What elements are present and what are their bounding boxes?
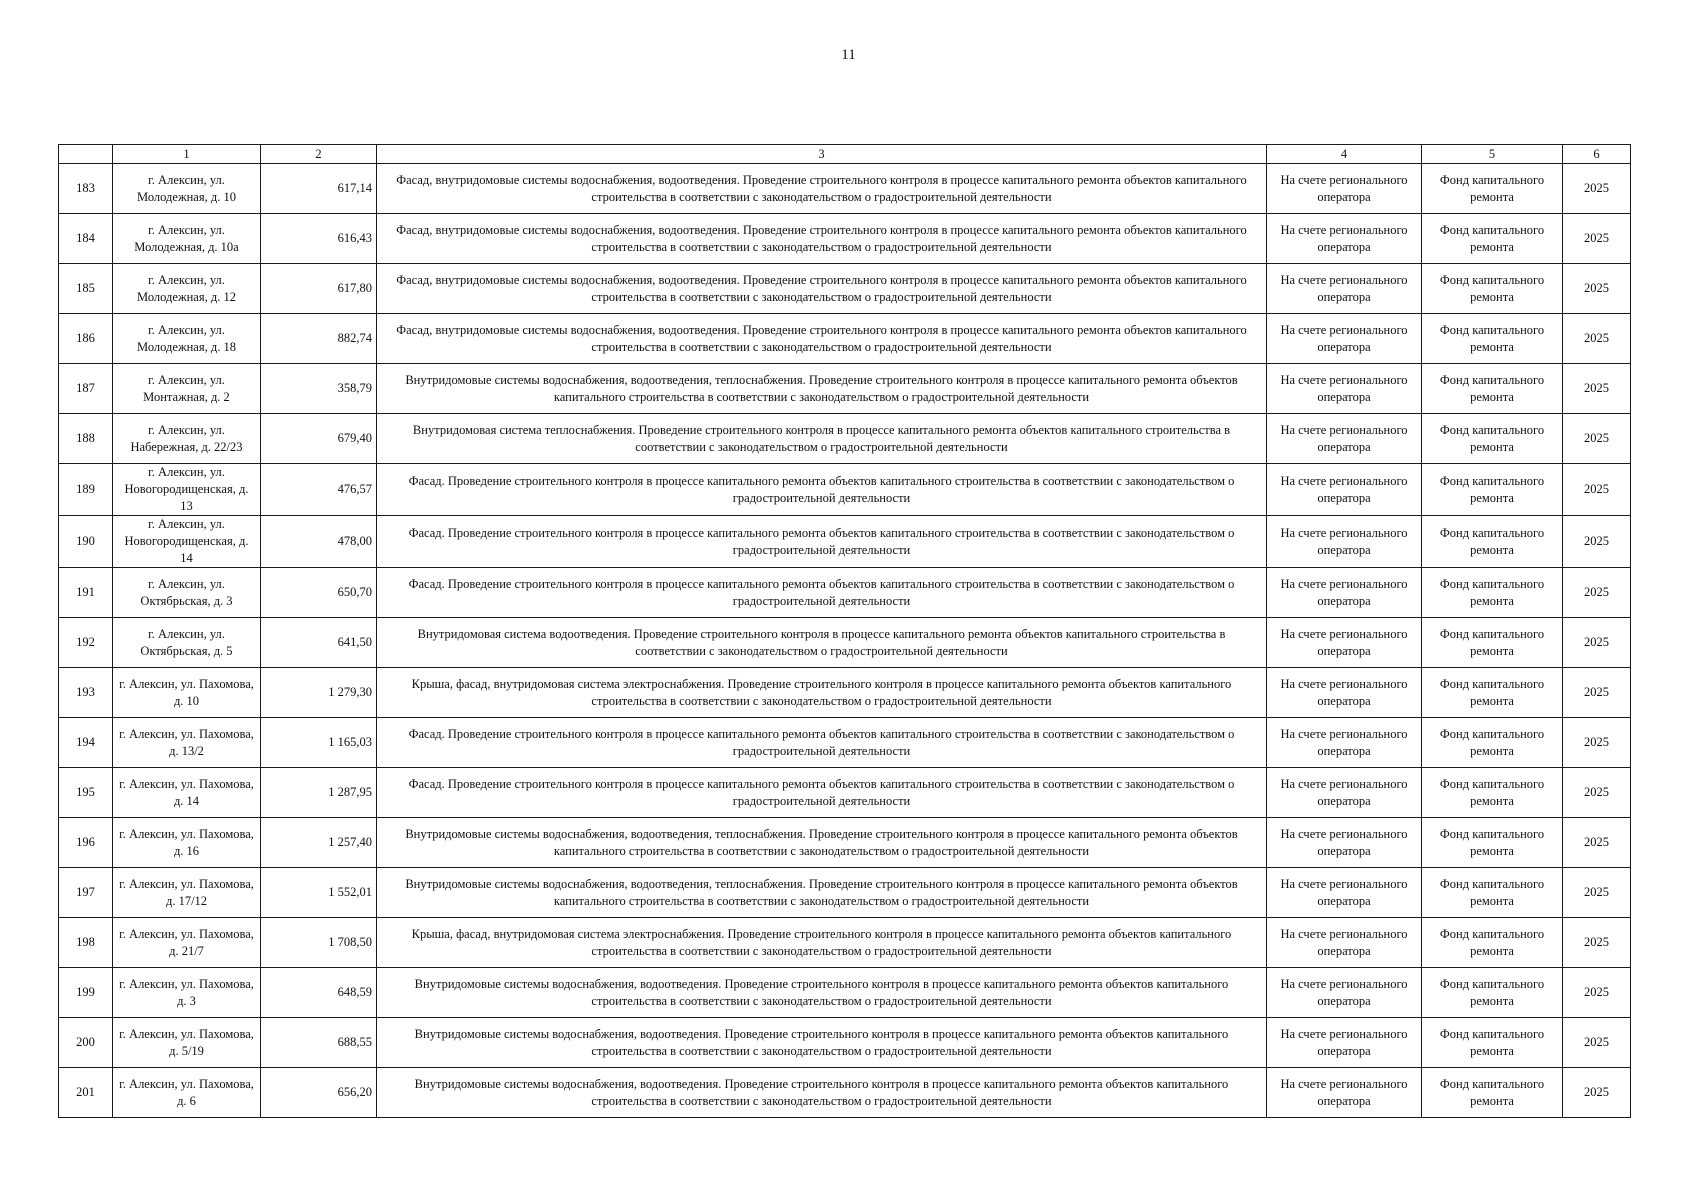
table-row (59, 314, 1631, 364)
funding-source-cell: Фонд капитального ремонта (1422, 718, 1563, 768)
table-row (59, 164, 1631, 214)
funding-source-cell: Фонд капитального ремонта (1422, 264, 1563, 314)
year-cell: 2025 (1563, 768, 1631, 818)
works-cell: Внутридомовые системы водоснабжения, водоотведения, теплоснабжения. Проведение строительного контроля в процессе капитального ремонта объектов капитального строительства в соответствии с законодательством о градостроительной деятельности (377, 868, 1267, 918)
year-cell: 2025 (1563, 568, 1631, 618)
header-cell-6: 6 (1563, 145, 1631, 164)
works-cell: Фасад, внутридомовые системы водоснабжения, водоотведения. Проведение строительного контроля в процессе капитального ремонта объектов капитального строительства в соответствии с законодательством о градостроительной деятельности (377, 264, 1267, 314)
year-cell: 2025 (1563, 264, 1631, 314)
year-cell: 2025 (1563, 516, 1631, 568)
row-number: 198 (59, 918, 113, 968)
table-row (59, 1068, 1631, 1118)
funding-source-cell: Фонд капитального ремонта (1422, 768, 1563, 818)
table-header-row (59, 145, 1631, 164)
works-cell: Внутридомовая система теплоснабжения. Проведение строительного контроля в процессе капитального ремонта объектов капитального строительства в соответствии с законодательством о градостроительной деятельности (377, 414, 1267, 464)
address-cell: г. Алексин, ул. Пахомова, д. 17/12 (113, 868, 261, 918)
year-cell: 2025 (1563, 364, 1631, 414)
address-cell: г. Алексин, ул. Пахомова, д. 10 (113, 668, 261, 718)
account-cell: На счете регионального оператора (1267, 868, 1422, 918)
account-cell: На счете регионального оператора (1267, 516, 1422, 568)
area-cell: 358,79 (261, 364, 377, 414)
funding-source-cell: Фонд капитального ремонта (1422, 668, 1563, 718)
row-number: 199 (59, 968, 113, 1018)
table-row (59, 1018, 1631, 1068)
address-cell: г. Алексин, ул. Новогородищенская, д. 14 (113, 516, 261, 568)
works-cell: Фасад. Проведение строительного контроля в процессе капитального ремонта объектов капитального строительства в соответствии с законодательством о градостроительной деятельности (377, 516, 1267, 568)
area-cell: 478,00 (261, 516, 377, 568)
year-cell: 2025 (1563, 214, 1631, 264)
table-body (59, 164, 1631, 1118)
account-cell: На счете регионального оператора (1267, 668, 1422, 718)
address-cell: г. Алексин, ул. Набережная, д. 22/23 (113, 414, 261, 464)
account-cell: На счете регионального оператора (1267, 918, 1422, 968)
funding-source-cell: Фонд капитального ремонта (1422, 1068, 1563, 1118)
area-cell: 688,55 (261, 1018, 377, 1068)
area-cell: 1 279,30 (261, 668, 377, 718)
works-cell: Фасад. Проведение строительного контроля в процессе капитального ремонта объектов капитального строительства в соответствии с законодательством о градостроительной деятельности (377, 568, 1267, 618)
row-number: 186 (59, 314, 113, 364)
account-cell: На счете регионального оператора (1267, 568, 1422, 618)
row-number: 190 (59, 516, 113, 568)
year-cell: 2025 (1563, 818, 1631, 868)
account-cell: На счете регионального оператора (1267, 718, 1422, 768)
area-cell: 656,20 (261, 1068, 377, 1118)
works-cell: Внутридомовые системы водоснабжения, водоотведения. Проведение строительного контроля в процессе капитального ремонта объектов капитального строительства в соответствии с законодательством о градостроительной деятельности (377, 1068, 1267, 1118)
address-cell: г. Алексин, ул. Пахомова, д. 13/2 (113, 718, 261, 768)
row-number: 195 (59, 768, 113, 818)
address-cell: г. Алексин, ул. Пахомова, д. 6 (113, 1068, 261, 1118)
area-cell: 650,70 (261, 568, 377, 618)
address-cell: г. Алексин, ул. Молодежная, д. 18 (113, 314, 261, 364)
header-cell-4: 4 (1267, 145, 1422, 164)
row-number: 192 (59, 618, 113, 668)
area-cell: 882,74 (261, 314, 377, 364)
works-cell: Фасад. Проведение строительного контроля в процессе капитального ремонта объектов капитального строительства в соответствии с законодательством о градостроительной деятельности (377, 718, 1267, 768)
funding-source-cell: Фонд капитального ремонта (1422, 818, 1563, 868)
row-number: 184 (59, 214, 113, 264)
row-number: 193 (59, 668, 113, 718)
year-cell: 2025 (1563, 314, 1631, 364)
works-cell: Фасад. Проведение строительного контроля в процессе капитального ремонта объектов капитального строительства в соответствии с законодательством о градостроительной деятельности (377, 464, 1267, 516)
row-number: 194 (59, 718, 113, 768)
table-row (59, 618, 1631, 668)
address-cell: г. Алексин, ул. Молодежная, д. 10 (113, 164, 261, 214)
works-cell: Крыша, фасад, внутридомовая система электроснабжения. Проведение строительного контроля в процессе капитального ремонта объектов капитального строительства в соответствии с законодательством о градостроительной деятельности (377, 918, 1267, 968)
account-cell: На счете регионального оператора (1267, 464, 1422, 516)
table-row (59, 568, 1631, 618)
row-number: 187 (59, 364, 113, 414)
funding-source-cell: Фонд капитального ремонта (1422, 516, 1563, 568)
area-cell: 617,14 (261, 164, 377, 214)
header-cell-5: 5 (1422, 145, 1563, 164)
row-number: 196 (59, 818, 113, 868)
area-cell: 617,80 (261, 264, 377, 314)
works-cell: Крыша, фасад, внутридомовая система электроснабжения. Проведение строительного контроля в процессе капитального ремонта объектов капитального строительства в соответствии с законодательством о градостроительной деятельности (377, 668, 1267, 718)
account-cell: На счете регионального оператора (1267, 214, 1422, 264)
row-number: 197 (59, 868, 113, 918)
area-cell: 1 165,03 (261, 718, 377, 768)
address-cell: г. Алексин, ул. Октябрьская, д. 5 (113, 618, 261, 668)
address-cell: г. Алексин, ул. Пахомова, д. 5/19 (113, 1018, 261, 1068)
funding-source-cell: Фонд капитального ремонта (1422, 968, 1563, 1018)
table-row (59, 414, 1631, 464)
row-number: 191 (59, 568, 113, 618)
account-cell: На счете регионального оператора (1267, 968, 1422, 1018)
table-row (59, 668, 1631, 718)
funding-source-cell: Фонд капитального ремонта (1422, 568, 1563, 618)
area-cell: 476,57 (261, 464, 377, 516)
row-number: 185 (59, 264, 113, 314)
year-cell: 2025 (1563, 918, 1631, 968)
account-cell: На счете регионального оператора (1267, 818, 1422, 868)
area-cell: 1 708,50 (261, 918, 377, 968)
table-row (59, 768, 1631, 818)
works-cell: Внутридомовые системы водоснабжения, водоотведения, теплоснабжения. Проведение строительного контроля в процессе капитального ремонта объектов капитального строительства в соответствии с законодательством о градостроительной деятельности (377, 364, 1267, 414)
header-cell-3: 3 (377, 145, 1267, 164)
year-cell: 2025 (1563, 718, 1631, 768)
row-number: 201 (59, 1068, 113, 1118)
table-row (59, 968, 1631, 1018)
funding-source-cell: Фонд капитального ремонта (1422, 1018, 1563, 1068)
table-row (59, 868, 1631, 918)
address-cell: г. Алексин, ул. Пахомова, д. 14 (113, 768, 261, 818)
area-cell: 648,59 (261, 968, 377, 1018)
address-cell: г. Алексин, ул. Молодежная, д. 12 (113, 264, 261, 314)
repair-schedule-table (58, 144, 1631, 1118)
works-cell: Фасад, внутридомовые системы водоснабжения, водоотведения. Проведение строительного контроля в процессе капитального ремонта объектов капитального строительства в соответствии с законодательством о градостроительной деятельности (377, 214, 1267, 264)
works-cell: Внутридомовые системы водоснабжения, водоотведения, теплоснабжения. Проведение строительного контроля в процессе капитального ремонта объектов капитального строительства в соответствии с законодательством о градостроительной деятельности (377, 818, 1267, 868)
area-cell: 1 287,95 (261, 768, 377, 818)
page-number: 11 (841, 47, 856, 63)
funding-source-cell: Фонд капитального ремонта (1422, 868, 1563, 918)
row-number: 200 (59, 1018, 113, 1068)
account-cell: На счете регионального оператора (1267, 264, 1422, 314)
account-cell: На счете регионального оператора (1267, 364, 1422, 414)
year-cell: 2025 (1563, 1068, 1631, 1118)
area-cell: 1 257,40 (261, 818, 377, 868)
address-cell: г. Алексин, ул. Пахомова, д. 21/7 (113, 918, 261, 968)
account-cell: На счете регионального оператора (1267, 164, 1422, 214)
table-row (59, 918, 1631, 968)
address-cell: г. Алексин, ул. Новогородищенская, д. 13 (113, 464, 261, 516)
table-row (59, 264, 1631, 314)
area-cell: 616,43 (261, 214, 377, 264)
year-cell: 2025 (1563, 1018, 1631, 1068)
account-cell: На счете регионального оператора (1267, 768, 1422, 818)
year-cell: 2025 (1563, 868, 1631, 918)
year-cell: 2025 (1563, 464, 1631, 516)
address-cell: г. Алексин, ул. Монтажная, д. 2 (113, 364, 261, 414)
year-cell: 2025 (1563, 668, 1631, 718)
funding-source-cell: Фонд капитального ремонта (1422, 364, 1563, 414)
year-cell: 2025 (1563, 414, 1631, 464)
address-cell: г. Алексин, ул. Пахомова, д. 16 (113, 818, 261, 868)
works-cell: Фасад, внутридомовые системы водоснабжения, водоотведения. Проведение строительного контроля в процессе капитального ремонта объектов капитального строительства в соответствии с законодательством о градостроительной деятельности (377, 314, 1267, 364)
row-number: 188 (59, 414, 113, 464)
address-cell: г. Алексин, ул. Пахомова, д. 3 (113, 968, 261, 1018)
funding-source-cell: Фонд капитального ремонта (1422, 414, 1563, 464)
address-cell: г. Алексин, ул. Молодежная, д. 10а (113, 214, 261, 264)
table-row (59, 364, 1631, 414)
account-cell: На счете регионального оператора (1267, 1068, 1422, 1118)
funding-source-cell: Фонд капитального ремонта (1422, 918, 1563, 968)
works-cell: Внутридомовая система водоотведения. Проведение строительного контроля в процессе капитального ремонта объектов капитального строительства в соответствии с законодательством о градостроительной деятельности (377, 618, 1267, 668)
account-cell: На счете регионального оператора (1267, 1018, 1422, 1068)
works-cell: Фасад, внутридомовые системы водоснабжения, водоотведения. Проведение строительного контроля в процессе капитального ремонта объектов капитального строительства в соответствии с законодательством о градостроительной деятельности (377, 164, 1267, 214)
area-cell: 641,50 (261, 618, 377, 668)
row-number: 189 (59, 464, 113, 516)
year-cell: 2025 (1563, 164, 1631, 214)
funding-source-cell: Фонд капитального ремонта (1422, 164, 1563, 214)
funding-source-cell: Фонд капитального ремонта (1422, 618, 1563, 668)
account-cell: На счете регионального оператора (1267, 414, 1422, 464)
account-cell: На счете регионального оператора (1267, 618, 1422, 668)
header-cell-1: 1 (113, 145, 261, 164)
table-row (59, 464, 1631, 516)
funding-source-cell: Фонд капитального ремонта (1422, 464, 1563, 516)
table-row (59, 214, 1631, 264)
table-row (59, 516, 1631, 568)
works-cell: Внутридомовые системы водоснабжения, водоотведения. Проведение строительного контроля в процессе капитального ремонта объектов капитального строительства в соответствии с законодательством о градостроительной деятельности (377, 968, 1267, 1018)
area-cell: 679,40 (261, 414, 377, 464)
table-row (59, 818, 1631, 868)
header-cell-2: 2 (261, 145, 377, 164)
funding-source-cell: Фонд капитального ремонта (1422, 314, 1563, 364)
address-cell: г. Алексин, ул. Октябрьская, д. 3 (113, 568, 261, 618)
account-cell: На счете регионального оператора (1267, 314, 1422, 364)
header-cell-number (59, 145, 113, 164)
table-row (59, 718, 1631, 768)
year-cell: 2025 (1563, 968, 1631, 1018)
area-cell: 1 552,01 (261, 868, 377, 918)
row-number: 183 (59, 164, 113, 214)
year-cell: 2025 (1563, 618, 1631, 668)
works-cell: Внутридомовые системы водоснабжения, водоотведения. Проведение строительного контроля в процессе капитального ремонта объектов капитального строительства в соответствии с законодательством о градостроительной деятельности (377, 1018, 1267, 1068)
funding-source-cell: Фонд капитального ремонта (1422, 214, 1563, 264)
works-cell: Фасад. Проведение строительного контроля в процессе капитального ремонта объектов капитального строительства в соответствии с законодательством о градостроительной деятельности (377, 768, 1267, 818)
